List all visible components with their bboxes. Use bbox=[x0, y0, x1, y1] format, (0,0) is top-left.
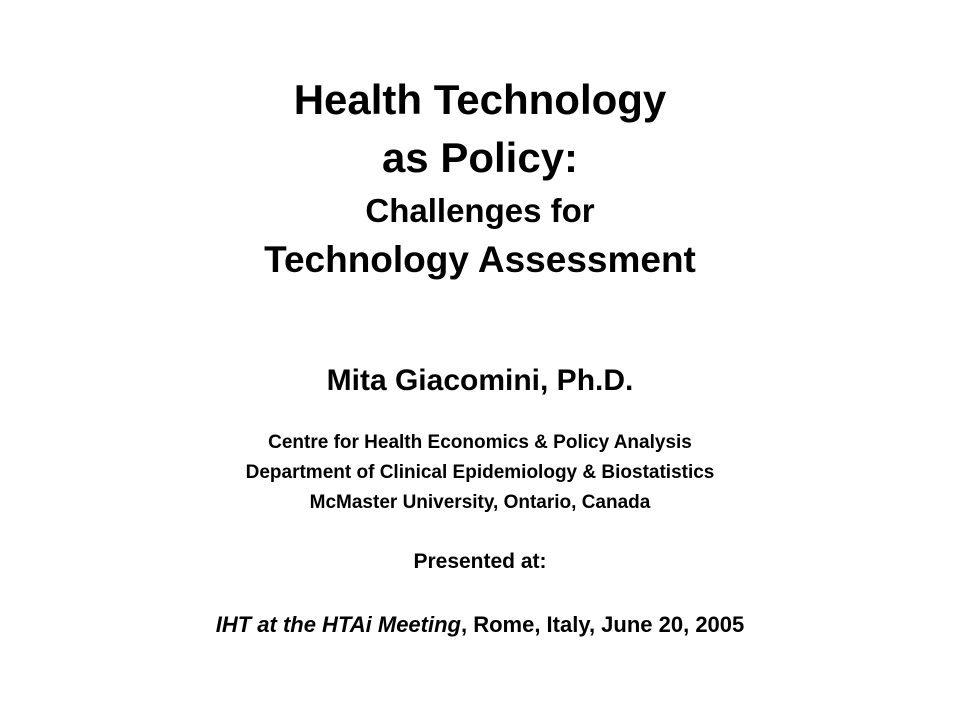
subtitle-line-1: Challenges for bbox=[365, 192, 595, 229]
title-line-1: Health Technology bbox=[293, 76, 667, 123]
venue-details: , Rome, Italy, June 20, 2005 bbox=[460, 612, 745, 637]
title-line-2: as Policy: bbox=[381, 134, 579, 181]
affiliation-university: McMaster University, Ontario, Canada bbox=[309, 492, 651, 513]
venue-line bbox=[0, 614, 960, 636]
affiliation-department: Department of Clinical Epidemiology & Biostatistics bbox=[245, 462, 715, 483]
venue-event: IHT at the HTAi Meeting bbox=[215, 612, 461, 637]
author-name: Mita Giacomini, Ph.D. bbox=[326, 364, 634, 397]
presented-at-label: Presented at: bbox=[413, 550, 547, 573]
affiliation-centre: Centre for Health Economics & Policy Analysis bbox=[268, 432, 692, 453]
subtitle-line-2: Technology Assessment bbox=[264, 239, 696, 280]
